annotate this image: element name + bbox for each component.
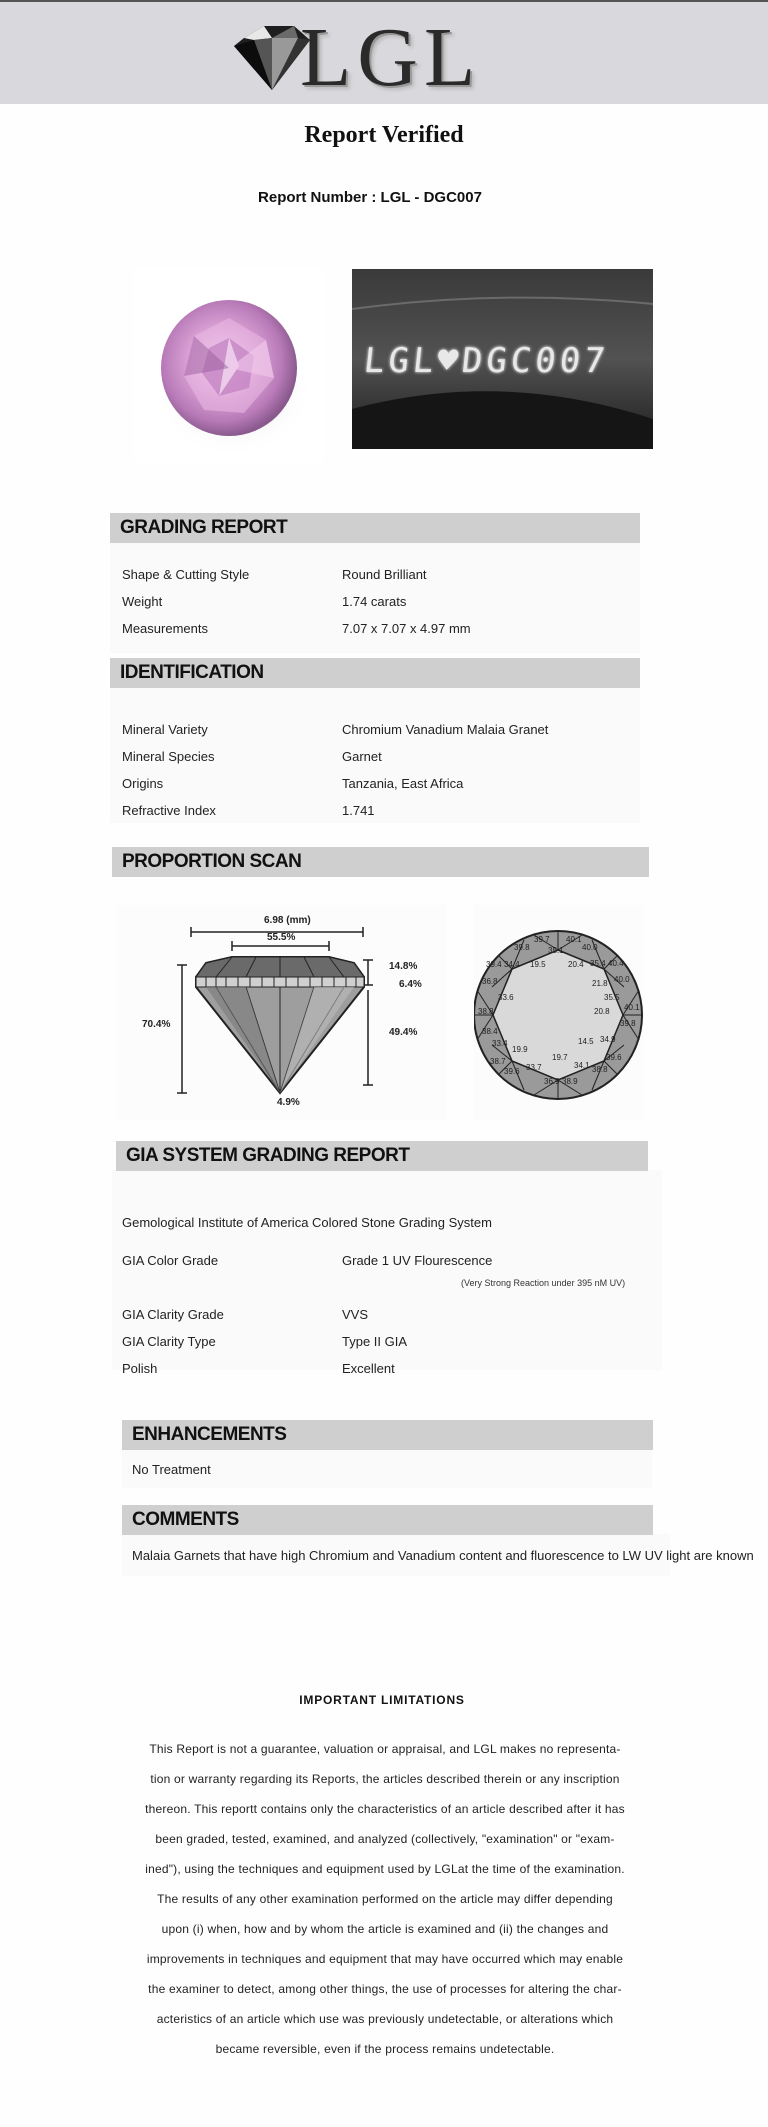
table-percent-label: 55.5%	[267, 932, 296, 943]
facet-value: 39.8	[620, 1019, 636, 1028]
facet-value: 34.4	[504, 960, 520, 969]
page-title: Report Verified	[304, 122, 464, 148]
gia-heading: GIA SYSTEM GRADING REPORT	[116, 1141, 648, 1171]
measurements-label: Measurements	[122, 621, 208, 636]
gia-clarity-type-label: GIA Clarity Type	[122, 1334, 216, 1349]
facet-value: 40.0	[614, 975, 630, 984]
facet-value: 40.1	[624, 1003, 640, 1012]
facet-value: 36.8	[482, 977, 498, 986]
mineral-variety-label: Mineral Variety	[122, 722, 208, 737]
facet-value: 39.6	[606, 1053, 622, 1062]
origins-label: Origins	[122, 776, 164, 791]
limitations-line: became reversible, even if the process remains undetectable.	[215, 2042, 555, 2056]
mineral-variety-value: Chromium Vanadium Malaia Granet	[342, 722, 549, 737]
facet-value: 38.8	[592, 1065, 608, 1074]
facet-value: 38.8	[478, 1007, 494, 1016]
origins-value: Tanzania, East Africa	[342, 776, 464, 791]
gia-color-note: (Very Strong Reaction under 395 nM UV)	[461, 1278, 626, 1288]
mineral-species-value: Garnet	[342, 749, 382, 764]
facet-value: 38.4	[482, 1027, 498, 1036]
facet-value: 34.1	[574, 1061, 590, 1070]
shape-label: Shape & Cutting Style	[122, 567, 250, 582]
facet-value: 34.9	[600, 1035, 616, 1044]
facet-value: 20.8	[594, 1007, 610, 1016]
grading-report-heading: GRADING REPORT	[110, 513, 640, 543]
limitations-line: acteristics of an article which use was previously undetectable, or alterations which	[156, 2012, 614, 2026]
comments-text: Malaia Garnets that have high Chromium and Vanadium content and fluorescence to LW UV light are known	[132, 1548, 754, 1563]
crown-percent-label: 14.8%	[389, 961, 418, 972]
facet-value: 40.0	[582, 943, 598, 952]
facet-value: 14.5	[578, 1037, 594, 1046]
limitations-line: improvements in techniques and equipment that may have occurred which may enable	[146, 1952, 624, 1966]
report-number: Report Number : LGL - DGC007	[258, 189, 482, 206]
gia-clarity-type-value: Type II GIA	[342, 1334, 408, 1349]
refractive-index-value: 1.741	[342, 803, 375, 818]
facet-value: 39.8	[514, 943, 530, 952]
facet-value: 39.4	[486, 960, 502, 969]
pavilion-percent-label: 49.4%	[389, 1027, 418, 1038]
limitations-line: the examiner to detect, among other things, the use of processes for altering the char-	[148, 1982, 622, 1996]
logo-text: LGL	[300, 11, 482, 104]
limitations-line: been graded, tested, examined, and analyzed (collectively, "examination" or "exam-	[155, 1832, 615, 1846]
proportion-scan-heading: PROPORTION SCAN	[112, 847, 649, 877]
facet-value: 35.1	[548, 946, 564, 955]
facet-value: 39.6	[504, 1067, 520, 1076]
identification-heading: IDENTIFICATION	[110, 658, 640, 688]
limitations-line: upon (i) when, how and by whom the article is examined and (ii) the changes and	[161, 1922, 609, 1936]
facet-value: 33.6	[498, 993, 514, 1002]
gia-system-text: Gemological Institute of America Colored Stone Grading System	[122, 1215, 492, 1230]
facet-value: 20.4	[568, 960, 584, 969]
enhancements-heading: ENHANCEMENTS	[122, 1420, 653, 1450]
header-banner	[0, 0, 768, 104]
diameter-label: 6.98 (mm)	[264, 915, 311, 926]
refractive-index-label: Refractive Index	[122, 803, 216, 818]
facet-value: 40.1	[566, 935, 582, 944]
limitations-line: The results of any other examination performed on the article may differ depending	[157, 1892, 613, 1906]
polish-value: Excellent	[342, 1361, 395, 1376]
culet-percent-label: 4.9%	[277, 1097, 300, 1108]
inscription-text: LGL♥DGC007	[361, 341, 611, 381]
girdle-percent-label: 6.4%	[399, 979, 422, 990]
facet-value: 19.9	[512, 1045, 528, 1054]
facet-value: 35.5	[604, 993, 620, 1002]
facet-value: 38.9	[562, 1077, 578, 1086]
shape-value: Round Brilliant	[342, 567, 427, 582]
gia-clarity-grade-label: GIA Clarity Grade	[122, 1307, 224, 1322]
facet-value: 40.4	[608, 959, 624, 968]
comments-heading: COMMENTS	[122, 1505, 653, 1535]
gia-color-label: GIA Color Grade	[122, 1253, 219, 1268]
facet-value: 19.5	[530, 960, 546, 969]
facet-value: 19.7	[552, 1053, 568, 1062]
enhancements-text: No Treatment	[132, 1462, 211, 1477]
facet-value: 39.7	[534, 935, 550, 944]
facet-value: 35.4	[590, 959, 606, 968]
gia-clarity-grade-value: VVS	[342, 1307, 369, 1322]
weight-label: Weight	[122, 594, 163, 609]
gem-photo	[134, 268, 324, 463]
lgl-logo	[232, 11, 492, 104]
limitations-line: ined"), using the techniques and equipment used by LGLat the time of the examination.	[145, 1862, 625, 1876]
limitations-line: This Report is not a guarantee, valuation or appraisal, and LGL makes no representa-	[149, 1742, 621, 1756]
facet-value: 21.8	[592, 979, 608, 988]
measurements-value: 7.07 x 7.07 x 4.97 mm	[342, 621, 471, 636]
facet-value: 38.7	[490, 1057, 506, 1066]
limitations-heading: IMPORTANT LIMITATIONS	[299, 1693, 465, 1707]
polish-label: Polish	[122, 1361, 158, 1376]
weight-value: 1.74 carats	[342, 594, 407, 609]
facet-value: 36.9	[544, 1077, 560, 1086]
total-depth-label: 70.4%	[142, 1019, 171, 1030]
limitations-body	[118, 1734, 652, 2064]
facet-value: 33.7	[526, 1063, 542, 1072]
gia-color-value: Grade 1 UV Flourescence	[342, 1253, 493, 1268]
limitations-line: tion or warranty regarding its Reports, the articles described therein or any inscription	[150, 1772, 620, 1786]
mineral-species-label: Mineral Species	[122, 749, 215, 764]
side-profile-diagram	[116, 905, 446, 1120]
facet-value: 33.4	[492, 1039, 508, 1048]
top-view-diagram	[474, 905, 644, 1120]
limitations-line: thereon. This reportt contains only the characteristics of an article described after it has	[145, 1802, 625, 1816]
inscription-photo	[352, 269, 653, 449]
